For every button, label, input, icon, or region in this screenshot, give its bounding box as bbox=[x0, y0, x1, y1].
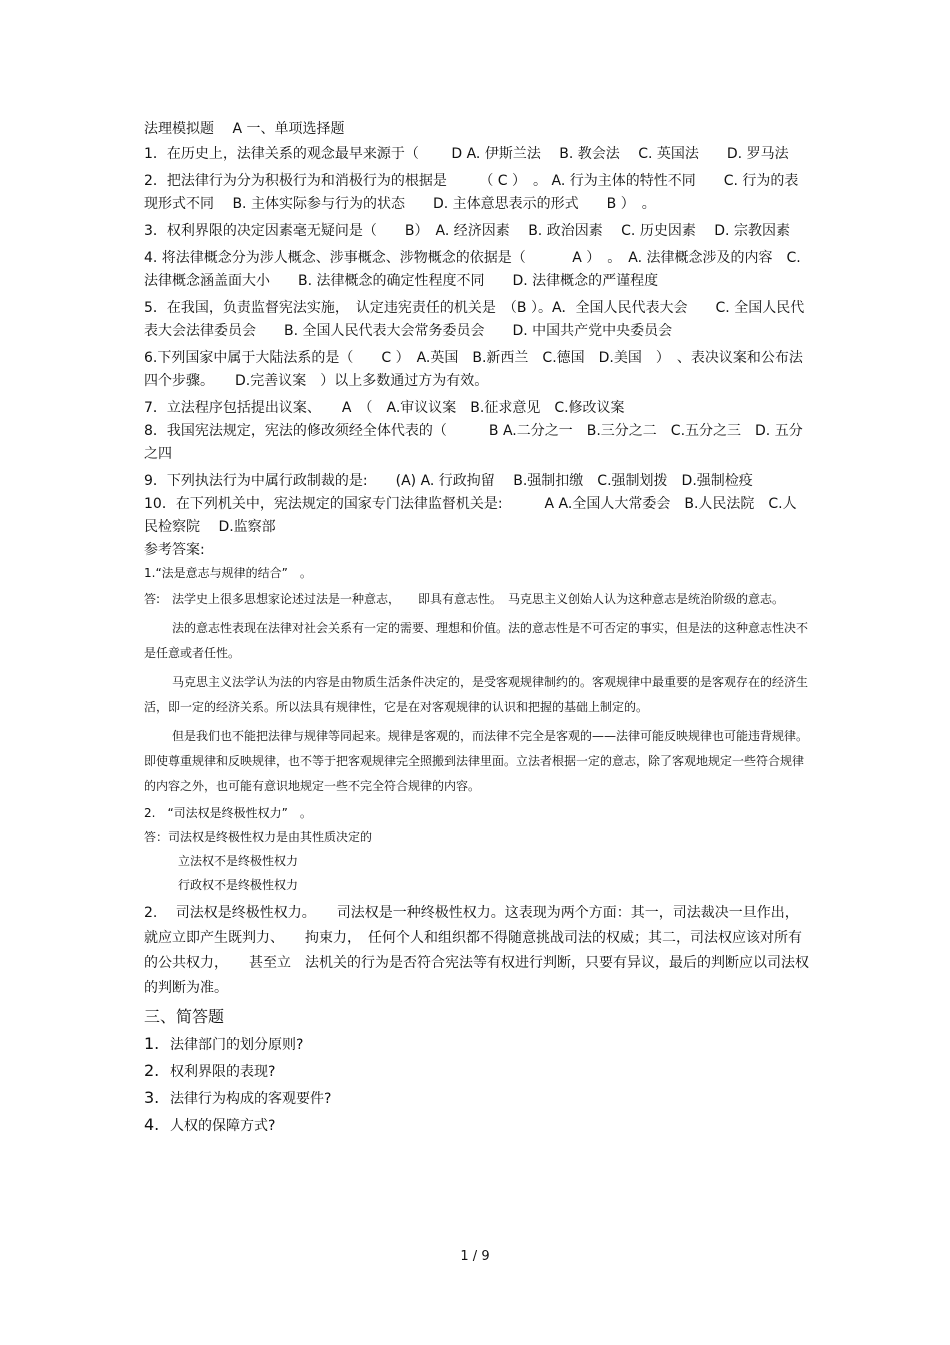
item-text: 权利界限的表现? bbox=[170, 1064, 276, 1080]
item-number: 2. bbox=[144, 1061, 160, 1080]
item-number: 4. bbox=[144, 1115, 160, 1134]
question-10: 10．在下列机关中，宪法规定的国家专门法律监督机关是: A A.全国人大常委会 B.人民法院 C.人民检察院 D.监察部 bbox=[144, 496, 797, 535]
answer-2-title: 2. “司法权是终极性权力” 。 bbox=[144, 806, 312, 820]
short-answer-item bbox=[144, 1031, 810, 1058]
question-9: 9．下列执法行为中属行政制裁的是: (A) A. 行政拘留 B.强制扣缴 C.强制划拨 D.强制检疫 bbox=[144, 473, 753, 489]
question-2: 2．把法律行为分为积极行为和消极行为的根据是 （ C ） 。 A. 行为主体的特性不同 C. 行为的表现形式不同 B. 主体实际参与行为的状态 D. 主体意思表示的形式 B ） 。 bbox=[144, 173, 799, 212]
item-text: 法律部门的划分原则? bbox=[170, 1037, 304, 1053]
item-text: 法律行为构成的客观要件? bbox=[170, 1091, 332, 1107]
question-6: 6.下列国家中属于大陆法系的是（ C ） A.英国 B.新西兰 C.德国 D.美国 ） 、表决议案和公布法四个步骤。 D.完善议案 ）以上多数通过方为有效。 bbox=[144, 350, 803, 389]
document-heading: 法理模拟题 A 一、单项选择题 bbox=[144, 121, 345, 137]
question-8: 8．我国宪法规定，宪法的修改须经全体代表的（ B A.二分之一 B.三分之二 C.五分之三 D. 五分之四 bbox=[144, 423, 803, 462]
question-4: 4. 将法律概念分为涉人概念、涉事概念、涉物概念的依据是（ A ） 。 A. 法律概念涉及的内容 C. 法律概念涵盖面大小 B. 法律概念的确定性程度不同 D. 法律概念的严谨程度 bbox=[144, 250, 801, 289]
answer-2-lead: 答：司法权是终极性权力是由其性质决定的 bbox=[144, 830, 373, 844]
item-number: 1. bbox=[144, 1034, 160, 1053]
question-5: 5．在我国，负责监督宪法实施， 认定违宪责任的机关是 （B ）。A．全国人民代表大会 C. 全国人民代表大会法律委员会 B. 全国人民代表大会常务委员会 D. 中国共产党中央委员会 bbox=[144, 300, 805, 339]
answer-2-paragraph: 2. 司法权是终极性权力。 司法权是一种终极性权力。这表现为两个方面：其一，司法裁决一旦作出， 就应立即产生既判力、 拘束力， 任何个人和组织都不得随意挑战司法的权威；其二，司法权应该对所有的公共权力， 甚至立 法机关的行为是否符合宪法等有权进行判断，只要有异议，最后的判断应以司法权的判断为准。 bbox=[144, 905, 809, 996]
answer-1-title: 1.“法是意志与规律的结合” 。 bbox=[144, 566, 312, 580]
question-3: 3．权利界限的决定因素毫无疑问是（ B） A. 经济因素 B. 政治因素 C. 历史因素 D. 宗教因素 bbox=[144, 223, 790, 239]
answer-1-paragraph: 答: 法学史上很多思想家论述过法是一种意志， 即具有意志性。 马克思主义创始人认为这种意志是统治阶级的意志。 bbox=[144, 592, 785, 606]
question-1: 1．在历史上，法律关系的观念最早来源于（ D A. 伊斯兰法 B. 教会法 C. 英国法 D. 罗马法 bbox=[144, 146, 789, 162]
item-text: 人权的保障方式? bbox=[170, 1118, 276, 1134]
short-answer-item bbox=[144, 1112, 810, 1139]
answer-1-paragraph: 但是我们也不能把法律与规律等同起来。规律是客观的，而法律不完全是客观的——法律可能反映规律也可能违背规律。即使尊重规律和反映规律，也不等于把客观规律完全照搬到法律里面。立法者根据一定的意志，除了客观地规定一些符合规律的内容之外，也可能有意识地规定一些不完全符合规律的内容。 bbox=[144, 729, 809, 793]
section-3-title: 三、简答题 bbox=[144, 1007, 225, 1026]
page-number: 1 / 9 bbox=[460, 1249, 490, 1264]
answer-2-sub-item: 立法权不是终极性权力 bbox=[178, 854, 299, 868]
item-number: 3. bbox=[144, 1088, 160, 1107]
short-answer-item bbox=[144, 1085, 810, 1112]
answer-2-sub-item: 行政权不是终极性权力 bbox=[178, 878, 299, 892]
short-answer-item bbox=[144, 1058, 810, 1085]
reference-answers-label: 参考答案: bbox=[144, 542, 205, 558]
answer-1-paragraph: 马克思主义法学认为法的内容是由物质生活条件决定的，是受客观规律制约的。客观规律中最重要的是客观存在的经济生活，即一定的经济关系。所以法具有规律性，它是在对客观规律的认识和把握的基础上制定的。 bbox=[144, 675, 809, 714]
question-7: 7．立法程序包括提出议案、 A （ A.审议议案 B.征求意见 C.修改议案 bbox=[144, 400, 625, 416]
page-content bbox=[144, 118, 810, 1139]
answer-1-paragraph: 法的意志性表现在法律对社会关系有一定的需要、理想和价值。法的意志性是不可否定的事实，但是法的这种意志性决不是任意或者任性。 bbox=[144, 621, 809, 660]
